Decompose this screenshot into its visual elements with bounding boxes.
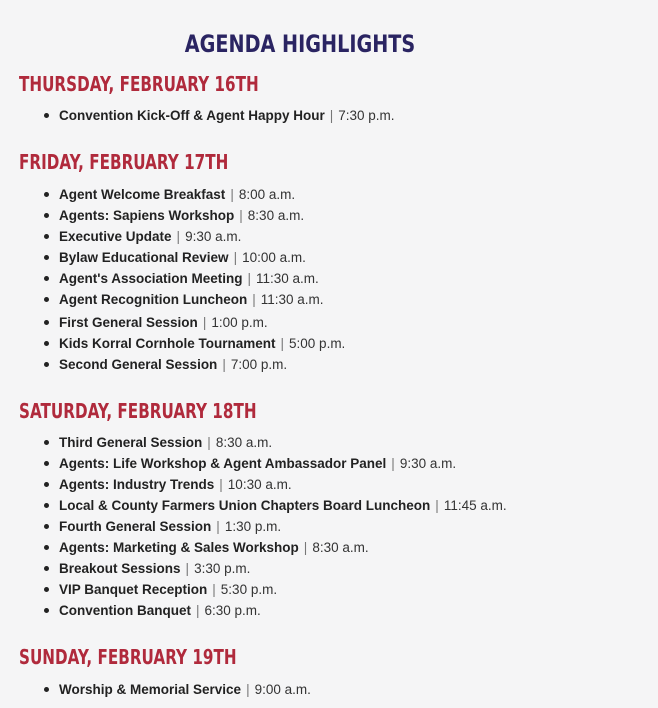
session-item bbox=[19, 268, 658, 289]
session-name: Agents: Sapiens Workshop bbox=[59, 208, 235, 223]
session-name: Agent Welcome Breakfast bbox=[59, 187, 226, 202]
session-time: 10:00 a.m. bbox=[242, 250, 306, 265]
session-time: 6:30 p.m. bbox=[204, 603, 261, 618]
session-name: Kids Korral Cornhole Tournament bbox=[59, 336, 276, 351]
session-name: Worship & Memorial Service bbox=[59, 682, 242, 697]
session-name: Local & County Farmers Union Chapters Board Luncheon bbox=[59, 498, 431, 513]
separator: | bbox=[252, 292, 256, 307]
separator: | bbox=[303, 540, 308, 555]
day-heading: SUNDAY, FEBRUARY 19TH bbox=[19, 645, 237, 669]
session-item bbox=[19, 247, 658, 268]
session-list bbox=[19, 105, 658, 126]
session-time: 8:30 a.m. bbox=[215, 435, 273, 450]
session-time: 7:30 p.m. bbox=[338, 108, 395, 123]
day-heading: FRIDAY, FEBRUARY 17TH bbox=[19, 150, 229, 174]
session-item bbox=[19, 516, 658, 537]
separator: | bbox=[196, 603, 200, 618]
session-time: 5:30 p.m. bbox=[220, 582, 278, 597]
session-time: 10:30 a.m. bbox=[227, 477, 292, 492]
separator: | bbox=[222, 357, 226, 372]
session-item bbox=[19, 537, 658, 558]
session-time: 9:30 a.m. bbox=[185, 229, 242, 244]
session-item bbox=[19, 453, 658, 474]
session-name: Third General Session bbox=[59, 435, 203, 450]
session-name: Agent Recognition Luncheon bbox=[59, 292, 248, 307]
session-name: Agents: Marketing & Sales Workshop bbox=[59, 540, 299, 555]
session-name: Agents: Life Workshop & Agent Ambassador Panel bbox=[59, 456, 387, 471]
session-time: 11:30 a.m. bbox=[256, 271, 319, 286]
separator: | bbox=[185, 561, 190, 576]
session-item bbox=[19, 226, 658, 247]
day-section-sunday bbox=[19, 643, 658, 700]
session-item bbox=[19, 184, 658, 205]
session-time: 8:30 a.m. bbox=[247, 208, 305, 223]
session-time: 1:30 p.m. bbox=[224, 519, 282, 534]
day-section-friday bbox=[19, 148, 658, 375]
day-section-saturday bbox=[19, 397, 658, 621]
session-name: Convention Kick-Off & Agent Happy Hour bbox=[59, 108, 325, 123]
separator: | bbox=[212, 582, 216, 597]
session-time: 11:45 a.m. bbox=[443, 498, 507, 513]
session-item bbox=[19, 495, 658, 516]
session-item bbox=[19, 679, 658, 700]
separator: | bbox=[207, 435, 211, 450]
session-item bbox=[19, 558, 658, 579]
day-heading: THURSDAY, FEBRUARY 16TH bbox=[19, 72, 259, 96]
session-name: Second General Session bbox=[59, 357, 218, 372]
session-item bbox=[19, 600, 658, 621]
session-item bbox=[19, 333, 658, 354]
session-item bbox=[19, 579, 658, 600]
session-item bbox=[19, 105, 658, 126]
session-name: Fourth General Session bbox=[59, 519, 212, 534]
session-time: 1:00 p.m. bbox=[211, 315, 268, 330]
separator: | bbox=[216, 519, 220, 534]
separator: | bbox=[391, 456, 395, 471]
session-item bbox=[19, 312, 658, 333]
day-heading: SATURDAY, FEBRUARY 18TH bbox=[19, 399, 257, 423]
session-name: Bylaw Educational Review bbox=[59, 250, 229, 265]
session-name: First General Session bbox=[59, 315, 198, 330]
separator: | bbox=[329, 108, 334, 123]
session-name: Convention Banquet bbox=[59, 603, 191, 618]
separator: | bbox=[435, 498, 439, 513]
session-name: Agents: Industry Trends bbox=[59, 477, 215, 492]
separator: | bbox=[219, 477, 223, 492]
session-list bbox=[19, 432, 658, 621]
session-time: 3:30 p.m. bbox=[194, 561, 251, 576]
session-time: 8:30 a.m. bbox=[312, 540, 369, 555]
session-name: Breakout Sessions bbox=[59, 561, 181, 576]
session-time: 11:30 a.m. bbox=[260, 292, 324, 307]
session-item bbox=[19, 289, 658, 310]
separator: | bbox=[202, 315, 207, 330]
session-name: Agent's Association Meeting bbox=[59, 271, 243, 286]
session-time: 9:00 a.m. bbox=[254, 682, 311, 697]
separator: | bbox=[239, 208, 243, 223]
session-item bbox=[19, 354, 658, 375]
separator: | bbox=[230, 187, 234, 202]
separator: | bbox=[233, 250, 238, 265]
separator: | bbox=[247, 271, 251, 286]
separator: | bbox=[280, 336, 285, 351]
session-time: 7:00 p.m. bbox=[230, 357, 288, 372]
session-item bbox=[19, 205, 658, 226]
session-name: VIP Banquet Reception bbox=[59, 582, 208, 597]
session-list bbox=[19, 679, 658, 700]
page-title: AGENDA HIGHLIGHTS bbox=[184, 30, 416, 59]
session-name: Executive Update bbox=[59, 229, 172, 244]
session-time: 9:30 a.m. bbox=[399, 456, 457, 471]
separator: | bbox=[176, 229, 181, 244]
session-list bbox=[19, 184, 658, 375]
session-item bbox=[19, 474, 658, 495]
session-item bbox=[19, 432, 658, 453]
separator: | bbox=[246, 682, 250, 697]
session-time: 8:00 a.m. bbox=[238, 187, 296, 202]
day-section-thursday bbox=[19, 70, 658, 126]
session-time: 5:00 p.m. bbox=[289, 336, 346, 351]
